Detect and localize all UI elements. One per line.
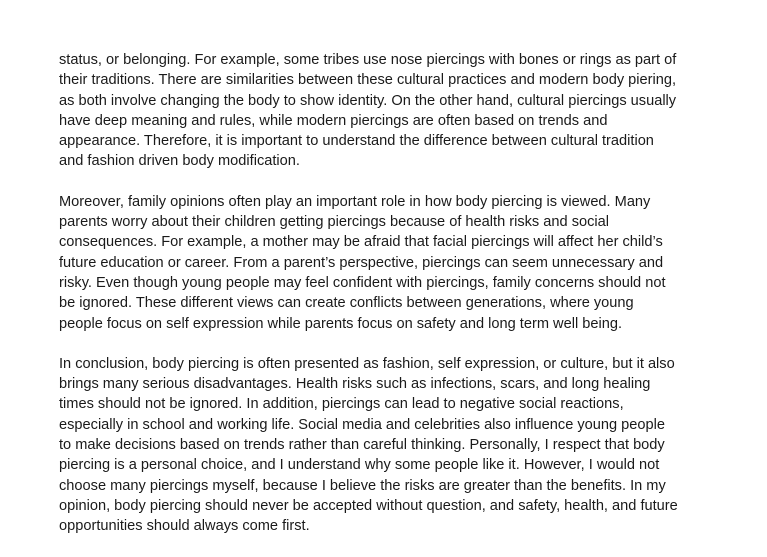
text-line: Moreover, family opinions often play an important role in how body piercing is viewed. Many [59,193,651,210]
document-body [59,50,719,557]
text-line: their traditions. There are similarities between these cultural practices and modern body piering, [59,72,677,89]
text-line: status, or belonging. For example, some tribes use nose piercings with bones or rings as part of [59,52,677,68]
text-line: piercing is a personal choice, and I understand why some people like it. However, I would not [59,457,660,474]
text-line: and fashion driven body modification. [59,153,300,170]
text-line: especially in school and working life. Social media and celebrities also influence young people [59,416,666,433]
text-line: In conclusion, body piercing is often presented as fashion, self expression, or culture, but it also [59,355,675,372]
text-line: as both involve changing the body to show identity. On the other hand, cultural piercings usually [59,92,677,109]
text-line: future education or career. From a parent’s perspective, piercings can seem unnecessary and [59,254,664,271]
text-line: times should not be ignored. In addition, piercings can lead to negative social reactions, [59,396,624,413]
text-line: risky. Even though young people may feel confident with piercings, family concerns should not [59,274,666,291]
text-line: have deep meaning and rules, while modern piercings are often based on trends and [59,112,608,129]
text-line: parents worry about their children getting piercings because of health risks and social [59,214,610,231]
text-line: appearance. Therefore, it is important to understand the difference between cultural tradition [59,133,654,150]
text-line: people focus on self expression while parents focus on safety and long term well being. [59,315,622,332]
text-line: brings many serious disadvantages. Health risks such as infections, scars, and long healing [59,376,651,393]
paragraph-conclusion [59,354,719,537]
text-line: opinion, body piercing should never be accepted without question, and safety, health, and future [59,497,678,514]
text-line: be ignored. These different views can create conflicts between generations, where young [59,295,634,312]
text-line: opportunities should always come first. [59,518,310,535]
text-line: choose many piercings myself, because I believe the risks are greater than the benefits. In my [59,477,666,494]
paragraph-cultural [59,50,719,172]
text-line: to make decisions based on trends rather than careful thinking. Personally, I respect that body [59,437,665,454]
text-line: consequences. For example, a mother may be afraid that facial piercings will affect her child’s [59,234,663,251]
paragraph-family [59,192,719,334]
